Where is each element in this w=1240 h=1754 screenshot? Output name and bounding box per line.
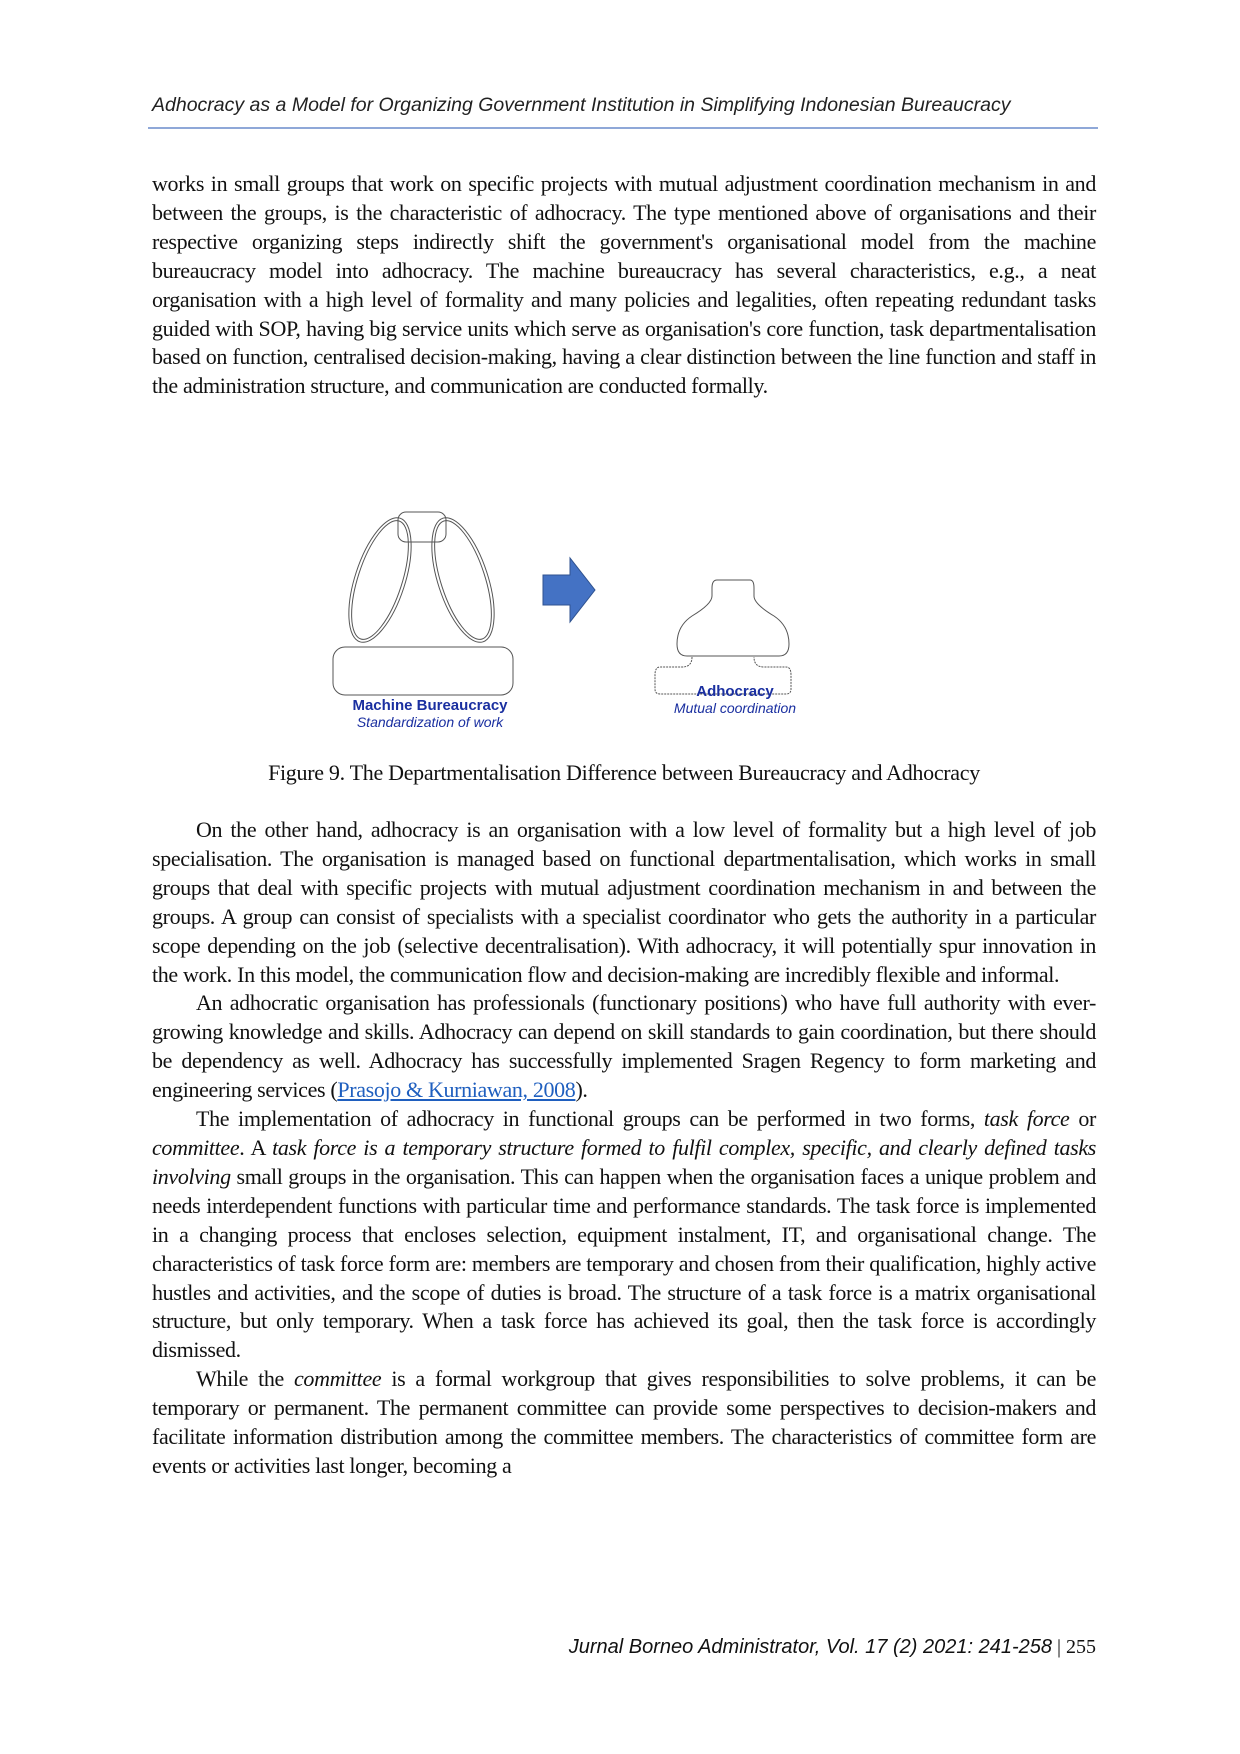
paragraph-text: ). [575,1077,588,1103]
emphasis: task force is a temporary structure formed to fulfil complex, specific, and clearly defined tasks involving [152,1134,1096,1189]
paragraph-text: An adhocratic organisation has professionals (functionary positions) who have full authority with ever-growing knowledge and skills. Adhocracy can depend on skill standards to gain coordination, but there should be dependency as well. Adhocracy has successfully implemented Sragen Regency to form marketing and engineering services ( [152,990,1096,1103]
adhocracy-diagram [655,580,791,694]
journal-citation: Jurnal Borneo Administrator, Vol. 17 (2) 2021: 241-258 [568,1636,1052,1658]
paragraph [152,1365,1096,1481]
figure-caption: Figure 9. The Departmentalisation Difference between Bureaucracy and Adhocracy [268,760,980,785]
emphasis: committee [294,1366,382,1392]
figure-right-title: Adhocracy [696,683,774,700]
machine-bureaucracy-label [330,697,530,730]
figure-left-subtitle: Standardization of work [356,714,504,730]
figure-right-subtitle: Mutual coordination [673,700,797,716]
figure-left-title: Machine Bureaucracy [352,697,508,714]
header-rule [148,127,1098,129]
paragraph-text: or [1069,1106,1096,1132]
running-header: Adhocracy as a Model for Organizing Government Institution in Simplifying Indonesian Bureaucracy [152,94,1011,116]
paragraph-text: . A [239,1134,273,1160]
machine-bureaucracy-diagram [333,510,513,695]
adhocracy-label [655,683,815,716]
paragraph-text: small groups in the organisation. This can happen when the organisation faces a unique problem and needs interdependent functions with particular time and performance standards. The task force is implemented in a changing process that encloses selection, equipment instalment, IT, and organisational change. The characteristics of task force form are: members are temporary and chosen from their qualification, highly active hustles and activities, and the scope of duties is broad. The structure of a task force is a matrix organisational structure, but only temporary. When a task force has achieved its goal, then the task force is accordingly dismissed. [152,1163,1096,1363]
paragraph-intro [152,170,1096,401]
citation-link[interactable]: Prasojo & Kurniawan, 2008 [337,1077,576,1103]
figure-9 [330,505,930,745]
page-footer [152,1636,1096,1659]
figure-diagram [330,505,930,705]
arrow-right-icon [543,558,595,622]
paragraph [152,989,1096,1105]
paragraph [152,1105,1096,1365]
paragraph: On the other hand, adhocracy is an organisation with a low level of formality but a high level of job specialisation. The organisation is managed based on functional departmentalisation, which works in small groups that deal with specific projects with mutual adjustment coordination mechanism in and between the groups. A group can consist of specialists with a specialist coordinator who gets the authority in a particular scope depending on the job (selective decentralisation). With adhocracy, it will potentially spur innovation in the work. In this model, the communication flow and decision-making are incredibly flexible and informal. [152,817,1096,987]
footer-separator: | [1051,1636,1066,1658]
emphasis: committee [152,1134,240,1160]
paragraph-text: While the [196,1366,295,1392]
paragraph: works in small groups that work on specific projects with mutual adjustment coordination mechanism in and between the groups, is the characteristic of adhocracy. The type mentioned above of organisations and their respective organizing steps indirectly shift the government's organisational model from the machine bureaucracy model into adhocracy. The machine bureaucracy has several characteristics, e.g., a neat organisation with a high level of formality and many policies and legalities, often repeating redundant tasks guided with SOP, having big service units which serve as organisation's core function, task departmentalisation based on function, centralised decision-making, having a clear distinction between the line function and staff in the administration structure, and communication are conducted formally. [152,171,1096,399]
page-number: 255 [1066,1636,1096,1658]
emphasis: task force [983,1106,1070,1132]
paragraph-text: is a formal workgroup that gives responsibilities to solve problems, it can be temporary or permanent. The permanent committee can provide some perspectives to decision-makers and facilitate information distribution among the committee members. The characteristics of committee form are events or activities last longer, becoming a [152,1366,1097,1478]
body-text [152,816,1096,1481]
paragraph-text: The implementation of adhocracy in functional groups can be performed in two forms, [196,1106,984,1132]
